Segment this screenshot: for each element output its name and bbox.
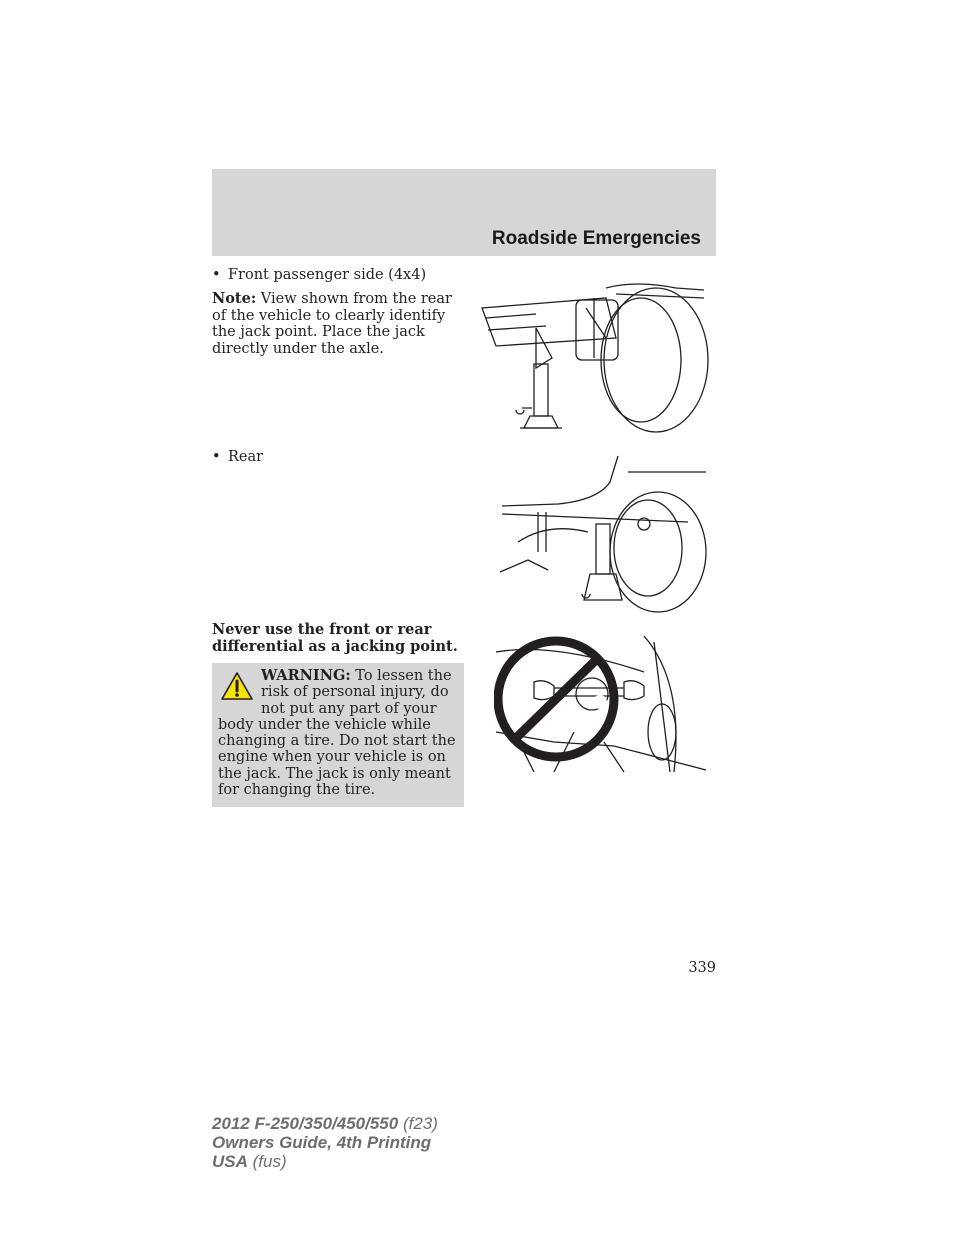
rear-jack-illustration bbox=[498, 452, 708, 614]
front-jack-illustration bbox=[476, 268, 716, 438]
footer-model: 2012 F-250/350/450/550 bbox=[212, 1114, 399, 1133]
differential-warning: Never use the front or rear differential as a jacking point. bbox=[212, 621, 458, 655]
warning-body: To lessen the risk of personal injury, do not put any part of your body under the vehicle while changing a tire. Do not start the engine when your vehicle is on the jack. The jack is only meant for changing the tire. bbox=[218, 668, 456, 799]
jack-point-note bbox=[212, 291, 462, 357]
bullet-dot: • bbox=[212, 449, 221, 465]
note-text: View shown from the rear of the vehicle to clearly identify the jack point. Place the jack directly under the axle. bbox=[212, 291, 452, 357]
page-number: 339 bbox=[688, 960, 716, 976]
footer-region-code: (fus) bbox=[247, 1152, 287, 1171]
warning-label: WARNING: bbox=[261, 667, 351, 684]
differential-prohibited-illustration bbox=[494, 622, 708, 782]
footer-line-3 bbox=[212, 1152, 438, 1171]
bullet-dot: • bbox=[212, 267, 221, 283]
bullet-text: Front passenger side (4x4) bbox=[228, 267, 427, 283]
section-title: Roadside Emergencies bbox=[491, 228, 701, 249]
footer-model-code: (f23) bbox=[398, 1114, 438, 1133]
footer-region: USA bbox=[212, 1152, 248, 1171]
note-label: Note: bbox=[212, 290, 257, 307]
footer-line-2: Owners Guide, 4th Printing bbox=[212, 1133, 432, 1152]
bullet-text: Rear bbox=[228, 449, 264, 465]
document-footer bbox=[212, 1114, 438, 1171]
footer-line-1 bbox=[212, 1114, 438, 1133]
section-header bbox=[212, 169, 716, 256]
warning-text bbox=[218, 668, 460, 798]
bullet-item-rear bbox=[212, 449, 263, 465]
bullet-item-front-passenger bbox=[212, 267, 426, 283]
warning-box bbox=[212, 663, 464, 807]
